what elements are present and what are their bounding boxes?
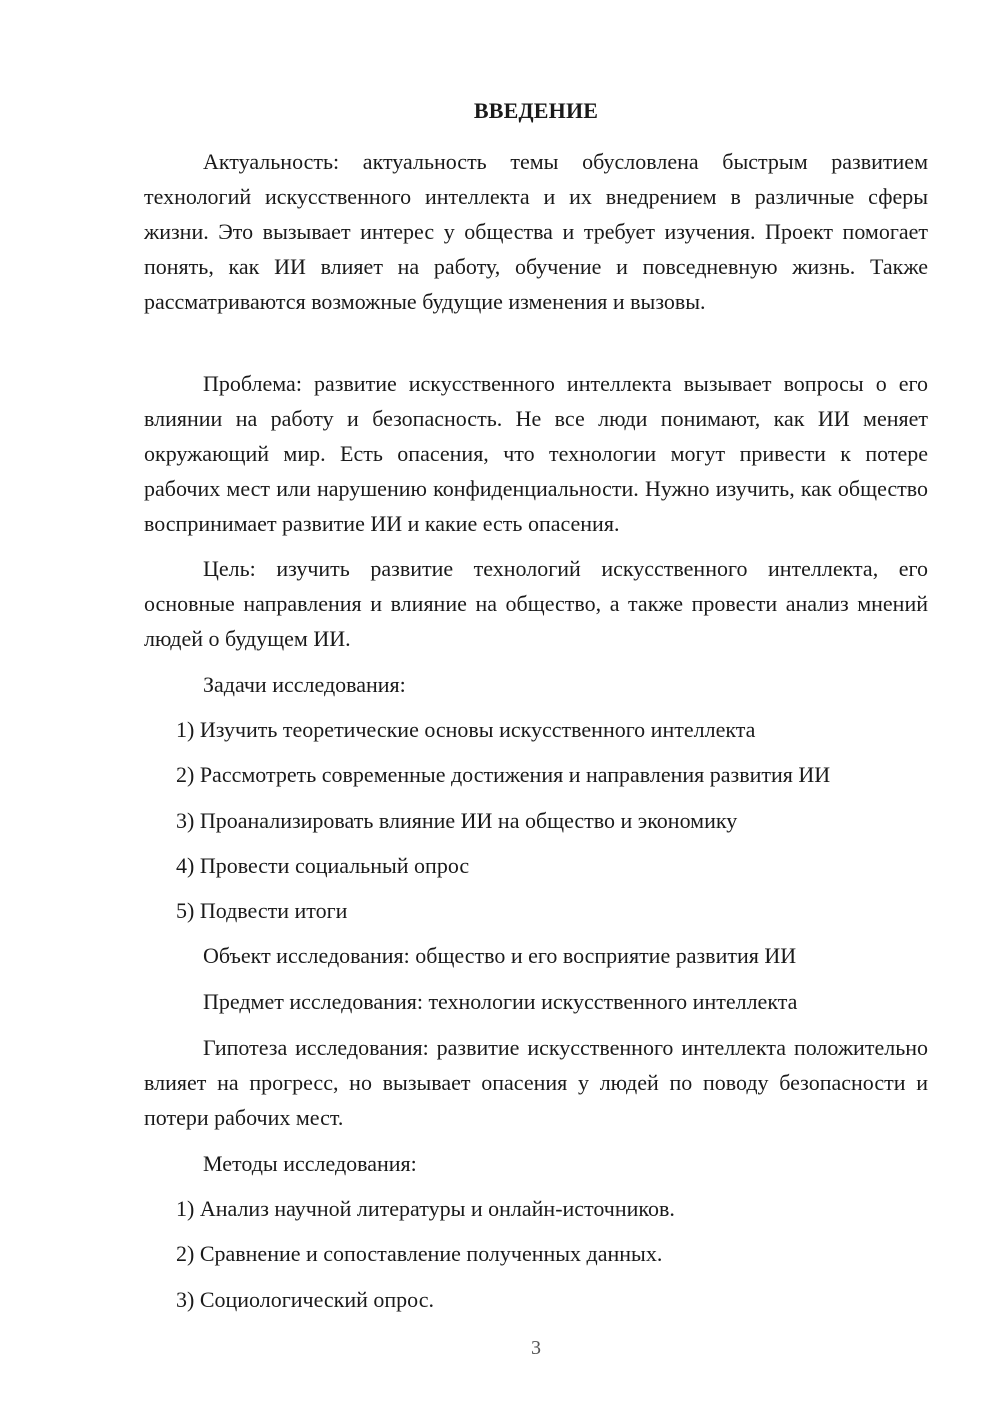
problem-paragraph: Проблема: развитие искусственного интеллекта вызывает вопросы о его влиянии на работу и безопасность. Не все люди понимают, как ИИ меняет окружающий мир. Есть опасения, что технологии могут привести к потере рабочих мест или нарушению конфиденциальности. Нужно изучить, как общество воспринимает развитие ИИ и какие есть опасения. [144, 371, 928, 536]
page-title: ВВЕДЕНИЕ [473, 98, 599, 123]
goal-paragraph: Цель: изучить развитие технологий искусственного интеллекта, его основные направления и влияние на общество, а также провести анализ мнений людей о будущем ИИ. [144, 556, 928, 651]
relevance-paragraph: Актуальность: актуальность темы обусловлена быстрым развитием технологий искусственного интеллекта и их внедрением в различные сферы жизни. Это вызывает интерес у общества и требует изучения. Проект помогает понять, как ИИ влияет на работу, обучение и повседневную жизнь. Также рассматриваются возможные будущие изменения и вызовы. [144, 149, 928, 314]
method-item: 3) Социологический опрос. [176, 1287, 434, 1312]
task-item: 2) Рассмотреть современные достижения и направления развития ИИ [176, 762, 831, 787]
page-number: 3 [531, 1337, 541, 1359]
task-item: 3) Проанализировать влияние ИИ на общество и экономику [176, 808, 738, 833]
method-item: 2) Сравнение и сопоставление полученных данных. [176, 1241, 663, 1266]
task-item: 1) Изучить теоретические основы искусственного интеллекта [176, 717, 756, 742]
research-object: Объект исследования: общество и его восприятие развития ИИ [203, 943, 797, 968]
research-subject: Предмет исследования: технологии искусственного интеллекта [203, 989, 798, 1014]
methods-heading: Методы исследования: [203, 1151, 417, 1176]
tasks-heading: Задачи исследования: [203, 672, 406, 697]
task-item: 5) Подвести итоги [176, 898, 348, 923]
task-item: 4) Провести социальный опрос [176, 853, 470, 878]
hypothesis-paragraph: Гипотеза исследования: развитие искусственного интеллекта положительно влияет на прогресс, но вызывает опасения у людей по поводу безопасности и потери рабочих мест. [144, 1035, 928, 1130]
method-item: 1) Анализ научной литературы и онлайн-источников. [176, 1196, 675, 1221]
